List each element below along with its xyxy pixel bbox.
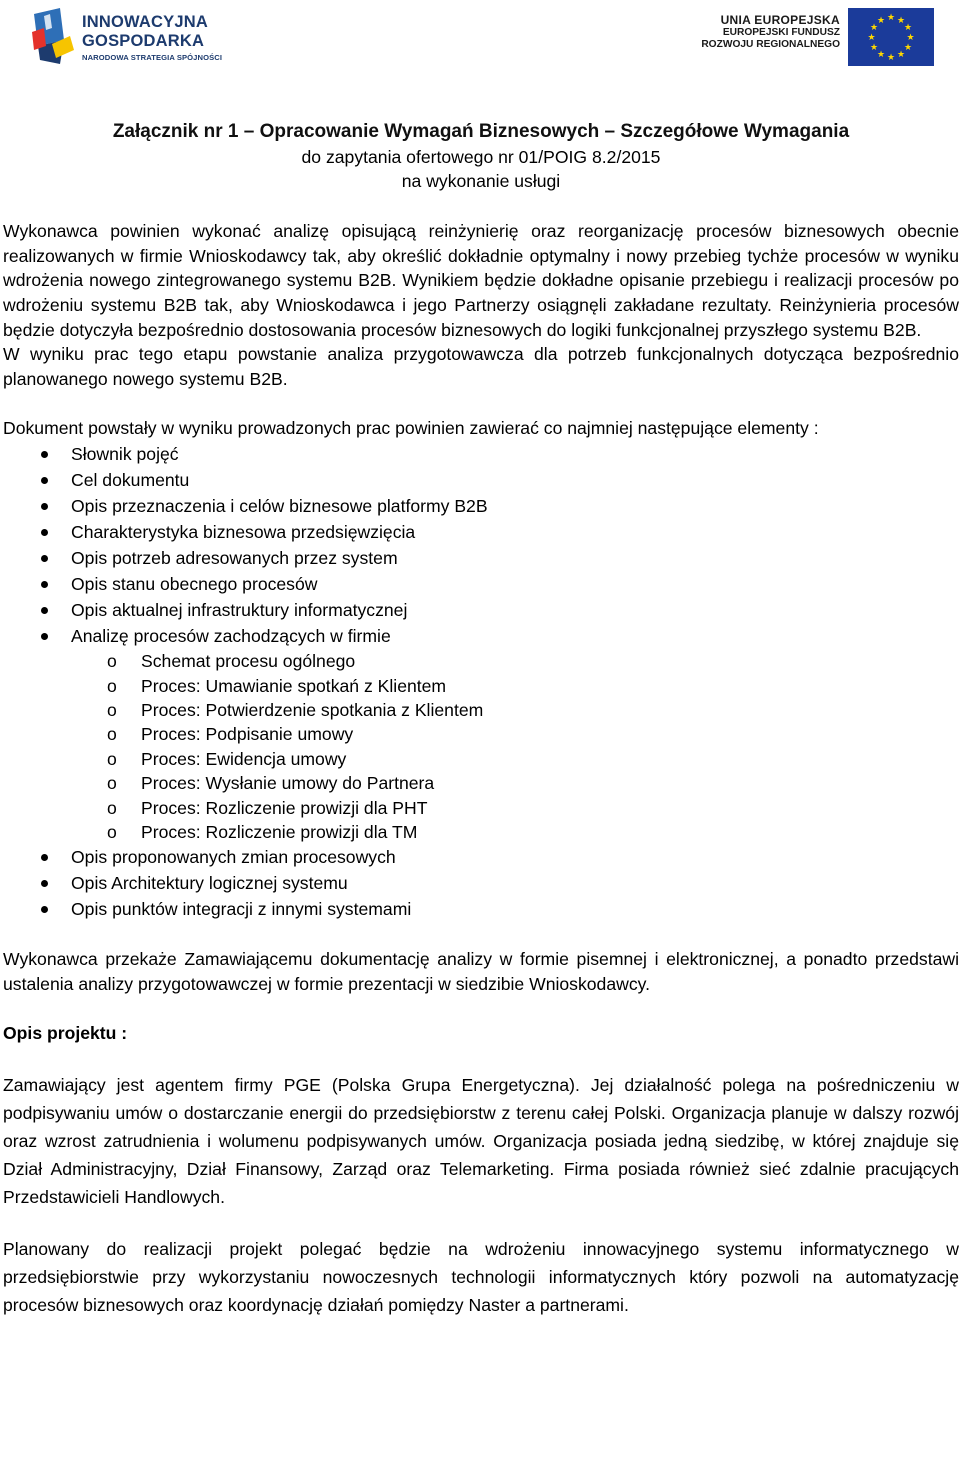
- eu-flag-icon: [848, 8, 934, 66]
- intro-paragraph-1: Wykonawca powinien wykonać analizę opisującą reinżynierię oraz reorganizację procesów biznesowych obecnie realizowanych w firmie Wnioskodawcy tak, aby określić dokładnie optymalny i nowy przebieg tychże procesów w wyniku wdrożenia nowego zintegrowanego systemu B2B. Wynikiem będzie dokładne opisanie przebiegu i realizacji procesów po wdrożeniu systemu B2B tak, aby Wnioskodawca i jego Partnerzy osiągnęli zakładane rezultaty. Reinżynieria procesów będzie dotyczyła bezpośrednio dostosowania procesów biznesowych do logiki funkcjonalnej przyszłego systemu B2B.: [3, 220, 959, 340]
- list-item-label: Analizę procesów zachodzących w firmie: [71, 626, 391, 647]
- svg-text:★: ★: [867, 33, 876, 43]
- sub-list-item: o Proces: Wysłanie umowy do Partnera: [141, 771, 959, 795]
- list-item: Opis aktualnej infrastruktury informatycznej: [71, 597, 959, 623]
- eu-logo-line2: EUROPEJSKI FUNDUSZ: [722, 27, 840, 39]
- document-contents-list: [3, 441, 959, 922]
- project-heading: Opis projektu :: [3, 1023, 128, 1044]
- document-contents-intro: Dokument powstały w wyniku prowadzonych prac powinien zawierać co najmniej następujące elementy :: [3, 418, 819, 439]
- sub-list-item: o Proces: Ewidencja umowy: [141, 747, 959, 771]
- handover-paragraph: Wykonawca przekaże Zamawiającemu dokumentację analizy w formie pisemnej i elektronicznej, a ponadto przedstawi ustalenia analizy przygotowawczej w formie prezentacji w siedzibie Wnioskodawcy.: [3, 949, 959, 994]
- document-body: [3, 120, 959, 1319]
- document-subtitle-1: do zapytania ofertowego nr 01/POIG 8.2/2015: [301, 146, 661, 167]
- process-sublist: [71, 649, 959, 844]
- list-item: Opis potrzeb adresowanych przez system: [71, 545, 959, 571]
- svg-text:★: ★: [903, 23, 913, 33]
- svg-text:★: ★: [876, 50, 886, 60]
- svg-text:★: ★: [903, 43, 913, 53]
- sub-list-item: o Proces: Podpisanie umowy: [141, 722, 959, 746]
- sub-list-item: o Proces: Rozliczenie prowizji dla PHT: [141, 796, 959, 820]
- list-item: Charakterystyka biznesowa przedsięwzięcia: [71, 519, 959, 545]
- eu-logo: [694, 8, 934, 66]
- list-item: Opis stanu obecnego procesów: [71, 571, 959, 597]
- sub-list-item: o Proces: Umawianie spotkań z Klientem: [141, 674, 959, 698]
- project-paragraph-2: Planowany do realizacji projekt polegać będzie na wdrożeniu innowacyjnego systemu informatycznego w przedsiębiorstwie przy wykorzystaniu nowoczesnych technologii informatycznych który pozwoli na automatyzację procesów biznesowych oraz koordynację działań pomiędzy Naster a partnerami.: [3, 1239, 959, 1316]
- list-item: Cel dokumentu: [71, 467, 959, 493]
- svg-text:★: ★: [869, 43, 879, 53]
- sub-list-item: o Proces: Potwierdzenie spotkania z Klientem: [141, 698, 959, 722]
- ig-logo-line2: GOSPODARKA: [82, 31, 205, 50]
- ig-emblem-icon: [30, 6, 82, 66]
- svg-text:★: ★: [896, 50, 906, 60]
- title-block: [3, 120, 959, 194]
- list-item: Opis proponowanych zmian procesowych: [71, 844, 959, 870]
- list-item: Opis przeznaczenia i celów biznesowe platformy B2B: [71, 493, 959, 519]
- eu-logo-line1: UNIA EUROPEJSKA: [720, 13, 840, 27]
- list-item: Słownik pojęć: [71, 441, 959, 467]
- document-title: Załącznik nr 1 – Opracowanie Wymagań Biznesowych – Szczegółowe Wymagania: [112, 121, 850, 142]
- svg-text:★: ★: [876, 16, 886, 26]
- svg-text:★: ★: [869, 23, 879, 33]
- intro-paragraph-2: W wyniku prac tego etapu powstanie analiza przygotowawcza dla potrzeb funkcjonalnych dotycząca bezpośrednio planowanego nowego systemu B2B.: [3, 344, 959, 390]
- svg-text:★: ★: [886, 13, 896, 23]
- svg-text:★: ★: [886, 53, 896, 63]
- innowacyjna-gospodarka-logo: [30, 6, 230, 66]
- document-subtitle-2: na wykonanie usługi: [401, 171, 561, 192]
- sub-list-item: o Schemat procesu ogólnego: [141, 649, 959, 673]
- svg-text:★: ★: [906, 33, 915, 43]
- ig-logo-line1: INNOWACYJNA: [82, 13, 208, 31]
- svg-text:★: ★: [896, 16, 906, 26]
- list-item: Opis punktów integracji z innymi systemami: [71, 896, 959, 922]
- list-item: Opis Architektury logicznej systemu: [71, 870, 959, 896]
- project-paragraph-1: Zamawiający jest agentem firmy PGE (Polska Grupa Energetyczna). Jej działalność polega na pośredniczeniu w podpisywaniu umów o dostarczanie energii do przedsiębiorstw z terenu całej Polski. Organizacja planuje w dalszy rozwój oraz wzrost zatrudnienia i wolumenu podpisywanych umów. Organizacja posiada jedną siedzibę, w której znajduje się Dział Administracyjny, Dział Finansowy, Zarząd oraz Telemarketing. Firma posiada również sieć zdalnie pracujących Przedstawicieli Handlowych.: [3, 1074, 959, 1207]
- ig-logo-line3: NARODOWA STRATEGIA SPÓJNOŚCI: [82, 53, 223, 62]
- sub-list-item: o Proces: Rozliczenie prowizji dla TM: [141, 820, 959, 844]
- list-item-with-subitems: [71, 623, 959, 844]
- eu-logo-line3: ROZWOJU REGIONALNEGO: [701, 38, 840, 50]
